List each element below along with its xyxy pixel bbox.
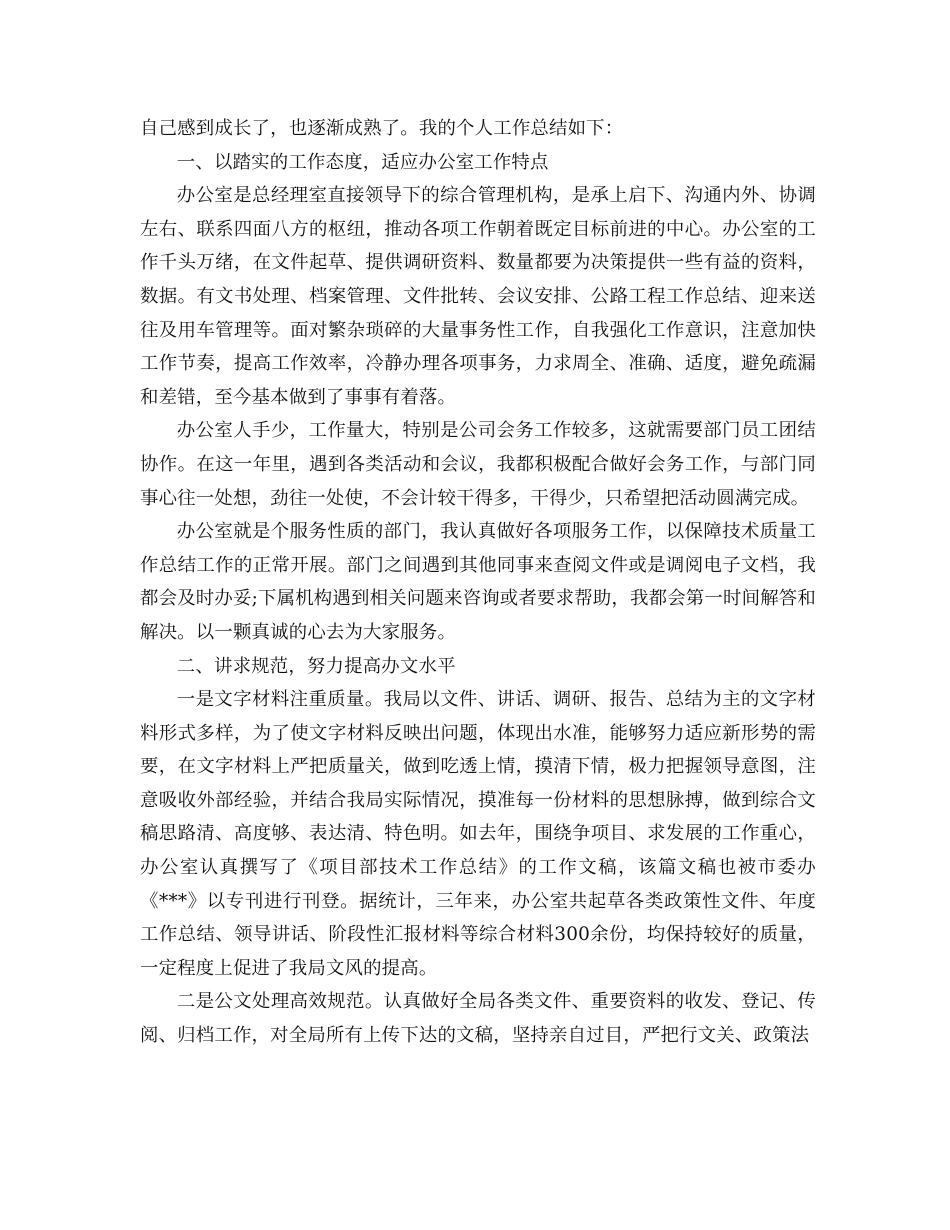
- paragraph-office-role: 办公室是总经理室直接领导下的综合管理机构，是承上启下、沟通内外、协调左右、联系四面八方的枢纽，推动各项工作朝着既定目标前进的中心。办公室的工作千头万绪，在文件起草、提供调研资料、数量都要为决策提供一些有益的资料，数据。有文书处理、档案管理、文件批转、会议安排、公路工程工作总结、迎来送往及用车管理等。面对繁杂琐碎的大量事务性工作，自我强化工作意识，注意加快工作节奏，提高工作效率，冷静办理各项事务，力求周全、准确、适度，避免疏漏和差错，至今基本做到了事事有着落。: [140, 185, 816, 408]
- section-heading-2: 二、讲求规范，努力提高办文水平: [176, 655, 456, 677]
- section-heading-1: 一、以踏实的工作态度，适应办公室工作特点: [176, 151, 549, 173]
- document-body: [140, 112, 816, 1053]
- paragraph-teamwork: 办公室人手少，工作量大，特别是公司会务工作较多，这就需要部门员工团结协作。在这一年里，遇到各类活动和会议，我都积极配合做好会务工作，与部门同事心往一处想，劲往一处使，不会计较干得多，干得少，只希望把活动圆满完成。: [140, 420, 816, 509]
- paragraph-writing-quality: 一是文字材料注重质量。我局以文件、讲话、调研、报告、总结为主的文字材料形式多样，为了使文字材料反映出问题，体现出水准，能够努力适应新形势的需要，在文字材料上严把质量关，做到吃透上情，摸清下情，极力把握领导意图，注意吸收外部经验，并结合我局实际情况，摸准每一份材料的思想脉搏，做到综合文稿思路清、高度够、表达清、特色明。如去年，围绕争项目、求发展的工作重心，办公室认真撰写了《项目部技术工作总结》的工作文稿，该篇文稿也被市委办《***》以专刊进行刊登。据统计，三年来，办公室共起草各类政策性文件、年度工作总结、领导讲话、阶段性汇报材料等综合材料300余份，均保持较好的质量，一定程度上促进了我局文风的提高。: [140, 689, 816, 979]
- paragraph-document-handling: 二是公文处理高效规范。认真做好全局各类文件、重要资料的收发、登记、传阅、归档工作，对全局所有上传下达的文稿，坚持亲自过目，严把行文关、政策法: [140, 991, 816, 1047]
- paragraph-intro: 自己感到成长了，也逐渐成熟了。我的个人工作总结如下：: [140, 118, 624, 139]
- paragraph-service: 办公室就是个服务性质的部门，我认真做好各项服务工作，以保障技术质量工作总结工作的正常开展。部门之间遇到其他同事来查阅文件或是调阅电子文档，我都会及时办妥;下属机构遇到相关问题来咨询或者要求帮助，我都会第一时间解答和解决。以一颗真诚的心去为大家服务。: [140, 521, 816, 643]
